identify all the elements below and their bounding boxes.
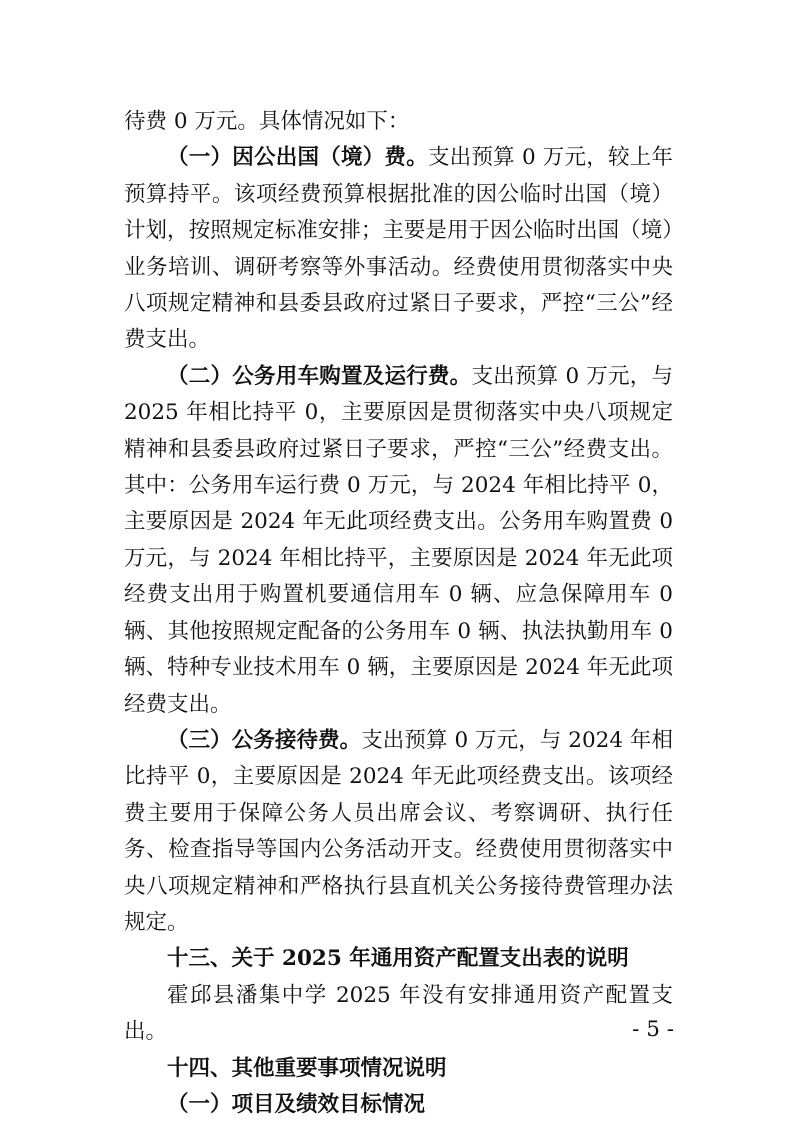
section-body-1: 支出预算 0 万元，较上年预算持平。该项经费预算根据批准的因公临时出国（境）计划，按照规定标准安排；主要是用于因公临时出国（境）业务培训、调研考察等外事活动。经费使用贯彻落实中央八项规定精神和县委县政府过紧日子要求，严控“三公”经费支出。 (124, 145, 673, 353)
section-paragraph-1 (124, 140, 673, 358)
section-title-3: （三）公务接待费。 (167, 727, 362, 753)
sub-heading-14-1: （一）项目及绩效目标情况 (167, 1091, 426, 1117)
section-paragraph-2 (124, 359, 673, 723)
section-body-3: 支出预算 0 万元，与 2024 年相比持平 0，主要原因是 2024 年无此项经费支出。该项经费主要用于保障公务人员出席会议、考察调研、执行任务、检查指导等国内公务活动开支。经费使用贯彻落实中央八项规定精神和严格执行县直机关公务接待费管理办法规定。 (124, 727, 673, 935)
section-paragraph-3 (124, 723, 673, 941)
section-title-1: （一）因公出国（境）费。 (167, 145, 428, 171)
page-number: - 5 - (632, 1017, 674, 1042)
section-body-2: 支出预算 0 万元，与 2025 年相比持平 0，主要原因是贯彻落实中央八项规定精神和县委县政府过紧日子要求，严控“三公”经费支出。其中：公务用车运行费 0 万元，与 2024 年相比持平 0，主要原因是 2024 年无此项经费支出。公务用车购置费 0 万元，与 2024 年相比持平，主要原因是 2024 年无此项经费支出用于购置机要通信用车 0 辆、应急保障用车 0 辆、其他按照规定配备的公务用车 0 辆、执法执勤用车 0 辆、特种专业技术用车 0 辆，主要原因是 2024 年无此项经费支出。 (124, 363, 673, 717)
section-title-2: （二）公务用车购置及运行费。 (167, 363, 472, 389)
intro-paragraph: 待费 0 万元。具体情况如下： (124, 109, 410, 134)
heading-14: 十四、其他重要事项情况说明 (167, 1055, 447, 1081)
document-body (124, 104, 673, 1123)
paragraph-13: 霍邱县潘集中学 2025 年没有安排通用资产配置支出。 (124, 982, 673, 1045)
heading-13: 十三、关于 2025 年通用资产配置支出表的说明 (167, 946, 629, 972)
